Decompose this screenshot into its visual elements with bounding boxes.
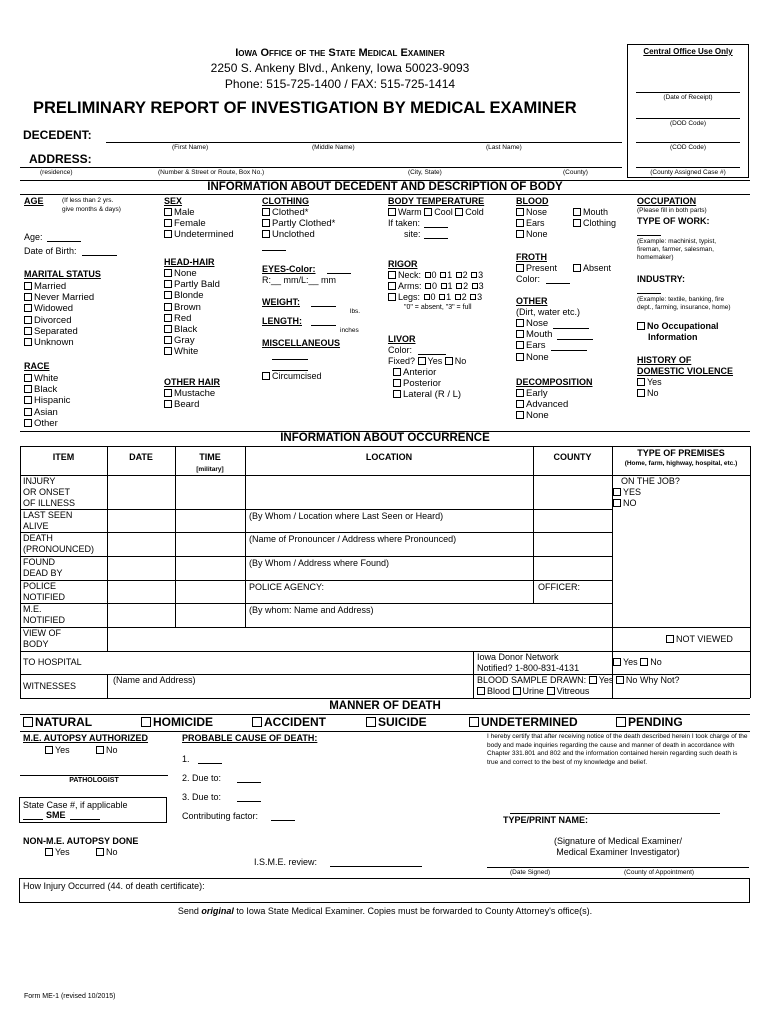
froth-absent[interactable]: Absent bbox=[573, 263, 611, 273]
death-location[interactable]: (Name of Pronouncer / Address where Pronounced) bbox=[249, 534, 457, 544]
how-injury-label: How Injury Occurred (44. of death certificate): bbox=[23, 881, 205, 891]
autopsy-authorized-yes[interactable]: Yes bbox=[45, 745, 70, 755]
race-option[interactable]: Hispanic bbox=[24, 395, 70, 406]
last-name-caption: (Last Name) bbox=[486, 144, 522, 151]
col-time-note: [military] bbox=[196, 466, 224, 473]
age-label: AGE bbox=[24, 196, 44, 206]
police-agency[interactable]: POLICE AGENCY: bbox=[249, 582, 325, 592]
county-appointment-caption: (County of Appointment) bbox=[624, 869, 695, 876]
age-note-1: (If less than 2 yrs. bbox=[62, 197, 114, 204]
otherhair-label: OTHER HAIR bbox=[164, 377, 220, 387]
marital-option[interactable]: Married bbox=[24, 281, 94, 292]
dv-label-1: HISTORY OF bbox=[637, 355, 692, 365]
headhair-option[interactable]: Red bbox=[164, 313, 220, 324]
dod-caption: (DOD Code) bbox=[669, 120, 707, 127]
length-input[interactable] bbox=[311, 325, 336, 326]
sex-option[interactable]: Male bbox=[164, 207, 234, 218]
occupation-label: OCCUPATION bbox=[637, 196, 697, 206]
tow-example-2: fireman, farmer, salesman, bbox=[637, 246, 714, 253]
row-police: POLICE NOTIFIED bbox=[23, 581, 65, 602]
office-use-title: Central Office Use Only bbox=[643, 47, 733, 56]
race-label: RACE bbox=[24, 361, 50, 371]
marital-option[interactable]: Widowed bbox=[24, 303, 94, 314]
contributing-factor: Contributing factor: bbox=[182, 811, 259, 821]
donor-options[interactable]: Yes No bbox=[613, 657, 662, 667]
section-manner-title: MANNER OF DEATH bbox=[329, 700, 441, 712]
not-viewed-option[interactable]: NOT VIEWED bbox=[666, 634, 733, 644]
race-option[interactable]: Other bbox=[24, 418, 70, 429]
typeprint-line[interactable] bbox=[510, 813, 720, 814]
temp-options[interactable]: Warm Cool Cold bbox=[388, 207, 484, 217]
marital-list[interactable] bbox=[24, 281, 94, 348]
first-name-caption: (First Name) bbox=[172, 144, 209, 151]
dob-input[interactable] bbox=[82, 255, 117, 256]
livor-color-input[interactable] bbox=[418, 354, 446, 355]
address-line[interactable] bbox=[20, 167, 622, 168]
race-list[interactable] bbox=[24, 373, 70, 429]
temp-site-input[interactable] bbox=[424, 238, 448, 239]
livor-color-label: Color: bbox=[388, 345, 413, 355]
occupation-note: (Please fill in both parts) bbox=[637, 207, 707, 214]
sex-label: SEX bbox=[164, 196, 183, 206]
no-occupation-label-2: Information bbox=[648, 332, 698, 342]
sex-list[interactable] bbox=[164, 207, 234, 241]
non-me-autopsy-yes[interactable]: Yes bbox=[45, 847, 70, 857]
col-item: ITEM bbox=[52, 452, 75, 462]
decomp-label: DECOMPOSITION bbox=[516, 377, 593, 387]
race-option[interactable]: White bbox=[24, 373, 70, 384]
onjob-yes[interactable]: YES bbox=[613, 487, 641, 497]
livor-list[interactable] bbox=[393, 367, 461, 401]
residence-caption: (residence) bbox=[40, 169, 73, 176]
race-option[interactable]: Asian bbox=[24, 407, 70, 418]
office-name: Iowa Office of the State Medical Examiner bbox=[235, 47, 445, 59]
col-county: COUNTY bbox=[553, 452, 592, 462]
manner-pending[interactable]: PENDING bbox=[616, 716, 683, 730]
livor-option[interactable]: Posterior bbox=[393, 378, 461, 389]
pathologist-line[interactable] bbox=[20, 775, 168, 776]
county-caption: (County) bbox=[563, 169, 588, 176]
age-note-2: give months & days) bbox=[62, 206, 121, 213]
signature-line[interactable] bbox=[487, 867, 749, 868]
other-option[interactable]: Nose bbox=[516, 318, 552, 329]
cause-1: 1. bbox=[182, 754, 190, 764]
froth-label: FROTH bbox=[516, 252, 547, 262]
col-date: DATE bbox=[129, 452, 153, 462]
dob-label: Date of Birth: bbox=[24, 246, 77, 256]
no-occupation-checkbox[interactable] bbox=[637, 322, 645, 330]
froth-color-input[interactable] bbox=[546, 283, 570, 284]
livor-label: LIVOR bbox=[388, 334, 416, 344]
col-premises: TYPE OF PREMISES bbox=[637, 448, 725, 458]
headhair-label: HEAD-HAIR bbox=[164, 257, 215, 267]
other-list[interactable] bbox=[516, 318, 552, 363]
industry-input[interactable] bbox=[637, 293, 661, 294]
clothing-option[interactable]: Unclothed bbox=[262, 229, 335, 240]
dv-no[interactable]: No bbox=[637, 388, 659, 398]
clothing-option[interactable]: Clothed* bbox=[262, 207, 335, 218]
length-unit: inches bbox=[340, 327, 359, 334]
col-premises-note: (Home, farm, highway, hospital, etc.) bbox=[624, 460, 738, 467]
race-option[interactable]: Black bbox=[24, 384, 70, 395]
onjob-no[interactable]: NO bbox=[613, 498, 637, 508]
decomp-option[interactable]: Early bbox=[516, 388, 568, 399]
blood-mouth[interactable]: Mouth bbox=[573, 207, 608, 217]
onjob-label: ON THE JOB? bbox=[621, 476, 680, 486]
temp-site-label: site: bbox=[404, 229, 421, 239]
livor-fixed[interactable]: Fixed? Yes No bbox=[388, 356, 467, 366]
headhair-option[interactable]: Brown bbox=[164, 302, 220, 313]
rigor-legs[interactable]: Legs: 0 1 2 3 bbox=[388, 292, 482, 302]
other-option[interactable]: None bbox=[516, 352, 552, 363]
otherhair-list[interactable] bbox=[164, 388, 215, 410]
decomp-list[interactable] bbox=[516, 388, 568, 422]
blood-nose[interactable]: Nose bbox=[516, 207, 547, 217]
misc-label: MISCELLANEOUS bbox=[262, 338, 341, 348]
row-me-notified: M.E. NOTIFIED bbox=[23, 604, 65, 625]
temp-taken-input[interactable] bbox=[424, 227, 448, 228]
donor-network: Iowa Donor Network bbox=[477, 652, 559, 662]
receipt-caption: (Date of Receipt) bbox=[663, 94, 713, 101]
no-occupation-option[interactable]: No Occupational bbox=[637, 321, 719, 331]
temp-label: BODY TEMPERATURE bbox=[388, 196, 485, 206]
headhair-option[interactable]: White bbox=[164, 346, 220, 357]
froth-color-label: Color: bbox=[516, 274, 541, 284]
manner-accident[interactable]: ACCIDENT bbox=[252, 716, 326, 730]
headhair-list[interactable] bbox=[164, 268, 220, 358]
cod-caption: (COD Code) bbox=[669, 144, 707, 151]
street-caption: (Number & Street or Route, Box No.) bbox=[158, 169, 265, 176]
probable-cause-label: PROBABLE CAUSE OF DEATH: bbox=[182, 733, 318, 743]
blood-label: BLOOD bbox=[516, 196, 549, 206]
row-found: FOUND DEAD BY bbox=[23, 557, 63, 578]
cause-1-input[interactable] bbox=[198, 763, 222, 764]
weight-label: WEIGHT: bbox=[262, 297, 300, 307]
office-phone: Phone: 515-725-1400 / FAX: 515-725-1414 bbox=[224, 77, 456, 91]
state-case-label: State Case #, if applicable bbox=[23, 800, 128, 810]
col-location: LOCATION bbox=[365, 452, 413, 462]
police-officer[interactable]: OFFICER: bbox=[538, 582, 580, 592]
sex-option[interactable]: Undetermined bbox=[164, 229, 234, 240]
type-of-work-input[interactable] bbox=[637, 235, 661, 236]
blood-ears[interactable]: Ears bbox=[516, 218, 545, 228]
middle-name-caption: (Middle Name) bbox=[312, 144, 355, 151]
industry-label: INDUSTRY: bbox=[637, 274, 685, 284]
age-input[interactable] bbox=[47, 241, 81, 242]
clothing-label: CLOTHING bbox=[262, 196, 309, 206]
col-time: TIME bbox=[199, 452, 221, 462]
certification-text: I hereby certify that after receiving notice of the death described herein I took charge of the body and made inquiries regarding the cause and manner of death in accordance with Chapter 331.801 and 802 and the information contained herein regarding such death is true and correct to the best of my knowledge and belief. bbox=[487, 733, 748, 766]
me-notified-location[interactable]: (By whom: Name and Address) bbox=[249, 605, 374, 615]
blood-sample-drawn[interactable]: BLOOD SAMPLE DRAWN: Yes No Why Not? bbox=[477, 675, 680, 685]
decomp-option[interactable]: Advanced bbox=[516, 399, 568, 410]
isme-review-label: I.S.M.E. review: bbox=[254, 857, 318, 867]
sex-option[interactable]: Female bbox=[164, 218, 234, 229]
other-note: (Dirt, water etc.) bbox=[516, 307, 581, 317]
case-caption: (County Assigned Case #) bbox=[650, 169, 726, 176]
headhair-option[interactable]: Black bbox=[164, 324, 220, 335]
age-field-label: Age: bbox=[24, 232, 43, 242]
marital-option[interactable]: Divorced bbox=[24, 315, 94, 326]
row-to-hospital: TO HOSPITAL bbox=[23, 657, 82, 667]
tow-example-1: (Example: machinist, typist, bbox=[637, 238, 717, 245]
autopsy-authorized-label: M.E. AUTOPSY AUTHORIZED bbox=[23, 733, 149, 743]
marital-option[interactable]: Unknown bbox=[24, 337, 94, 348]
row-view-body: VIEW OF BODY bbox=[23, 628, 61, 649]
froth-present[interactable]: Present bbox=[516, 263, 557, 273]
row-injury: INJURY OR ONSET OF ILLNESS bbox=[23, 476, 76, 508]
sme-label: SME bbox=[46, 810, 66, 820]
witnesses-note[interactable]: (Name and Address) bbox=[113, 675, 196, 685]
livor-option[interactable]: Anterior bbox=[393, 367, 461, 378]
cause-2: 2. Due to: bbox=[182, 773, 222, 783]
marital-label: MARITAL STATUS bbox=[24, 269, 101, 279]
row-witnesses: WITNESSES bbox=[23, 681, 77, 691]
signature-caption-1: (Signature of Medical Examiner/ bbox=[553, 836, 683, 846]
manner-homicide[interactable]: HOMICIDE bbox=[141, 716, 213, 730]
other-option[interactable]: Ears bbox=[516, 340, 552, 351]
contributing-input[interactable] bbox=[271, 820, 295, 821]
blood-none[interactable]: None bbox=[516, 229, 548, 239]
isme-review-input[interactable] bbox=[330, 866, 422, 867]
headhair-option[interactable]: None bbox=[164, 268, 220, 279]
other-option[interactable]: Mouth bbox=[516, 329, 552, 340]
livor-option[interactable]: Lateral (R / L) bbox=[393, 389, 461, 400]
section-decedent-title: INFORMATION ABOUT DECEDENT AND DESCRIPTION OF BODY bbox=[207, 181, 563, 193]
donor-notified: Notified? 1-800-831-4131 bbox=[477, 663, 580, 673]
signature-caption-2: Medical Examiner Investigator) bbox=[556, 847, 680, 857]
eyes-color-input[interactable] bbox=[327, 273, 351, 274]
circumcised-option[interactable]: Circumcised bbox=[262, 371, 322, 381]
non-me-autopsy-no[interactable]: No bbox=[96, 847, 118, 857]
weight-unit: lbs. bbox=[350, 308, 361, 315]
decedent-name-line[interactable] bbox=[106, 142, 622, 143]
cause-3: 3. Due to: bbox=[182, 792, 222, 802]
rigor-label: RIGOR bbox=[388, 259, 418, 269]
found-location[interactable]: (By Whom / Address where Found) bbox=[249, 558, 390, 568]
cause-2-input[interactable] bbox=[237, 782, 261, 783]
office-use-box bbox=[627, 44, 749, 178]
dv-yes[interactable]: Yes bbox=[637, 377, 662, 387]
rigor-note: "0" = absent, "3" = full bbox=[404, 304, 472, 311]
rigor-neck[interactable]: Neck: 0 1 2 3 bbox=[388, 270, 483, 280]
pathologist-caption: PATHOLOGIST bbox=[69, 777, 119, 784]
section-occurrence-title: INFORMATION ABOUT OCCURRENCE bbox=[280, 432, 490, 444]
weight-input[interactable] bbox=[311, 306, 336, 307]
send-instructions: Send original to Iowa State Medical Examiner. Copies must be forwarded to County Attorney's office(s). bbox=[177, 906, 593, 916]
page-title: PRELIMINARY REPORT OF INVESTIGATION BY MEDICAL EXAMINER bbox=[33, 99, 577, 117]
otherhair-option[interactable]: Mustache bbox=[164, 388, 215, 399]
eyes-pupils[interactable]: R:__ mm/L:__ mm bbox=[262, 275, 337, 285]
headhair-option[interactable]: Partly Bald bbox=[164, 279, 220, 290]
length-label: LENGTH: bbox=[262, 316, 302, 326]
typeprint-label: TYPE/PRINT NAME: bbox=[503, 815, 589, 825]
otherhair-option[interactable]: Beard bbox=[164, 399, 215, 410]
blood-clothing[interactable]: Clothing bbox=[573, 218, 616, 228]
marital-option[interactable]: Never Married bbox=[24, 292, 94, 303]
type-of-work-label: TYPE OF WORK: bbox=[637, 216, 710, 226]
city-caption: (City, State) bbox=[408, 169, 442, 176]
decedent-label: DECEDENT: bbox=[23, 128, 92, 142]
cause-3-input[interactable] bbox=[237, 801, 261, 802]
marital-option[interactable]: Separated bbox=[24, 326, 94, 337]
clothing-list[interactable] bbox=[262, 207, 335, 241]
row-death: DEATH (PRONOUNCED) bbox=[23, 533, 94, 554]
rigor-arms[interactable]: Arms: 0 1 2 3 bbox=[388, 281, 484, 291]
office-address: 2250 S. Ankeny Blvd., Ankeny, Iowa 50023-9093 bbox=[210, 61, 470, 75]
row-last-seen: LAST SEEN ALIVE bbox=[23, 510, 73, 531]
blood-sample-types[interactable]: Blood Urine Vitreous bbox=[477, 686, 589, 696]
tow-example-3: homemaker) bbox=[637, 254, 674, 261]
autopsy-authorized-no[interactable]: No bbox=[96, 745, 118, 755]
date-signed-caption: (Date Signed) bbox=[510, 869, 551, 876]
manner-undetermined[interactable]: UNDETERMINED bbox=[469, 716, 578, 730]
decomp-option[interactable]: None bbox=[516, 410, 568, 421]
circumcised-checkbox[interactable] bbox=[262, 372, 270, 380]
manner-natural[interactable]: NATURAL bbox=[23, 716, 92, 730]
eyes-label: EYES-Color: bbox=[262, 264, 316, 274]
industry-example-1: (Example: textile, banking, fire bbox=[637, 296, 725, 303]
headhair-option[interactable]: Gray bbox=[164, 335, 220, 346]
clothing-option[interactable]: Partly Clothed* bbox=[262, 218, 335, 229]
non-me-autopsy-label: NON-M.E. AUTOPSY DONE bbox=[23, 836, 139, 846]
manner-suicide[interactable]: SUICIDE bbox=[366, 716, 427, 730]
headhair-option[interactable]: Blonde bbox=[164, 290, 220, 301]
other-label: OTHER bbox=[516, 296, 548, 306]
address-label: ADDRESS: bbox=[29, 152, 92, 166]
form-number: Form ME-1 (revised 10/2015) bbox=[24, 993, 116, 1000]
industry-example-2: dept., farming, insurance, home) bbox=[637, 304, 731, 311]
dv-label-2: DOMESTIC VIOLENCE bbox=[637, 366, 734, 376]
temp-taken-label: If taken: bbox=[388, 218, 421, 228]
last-seen-location[interactable]: (By Whom / Location where Last Seen or Heard) bbox=[249, 511, 444, 521]
